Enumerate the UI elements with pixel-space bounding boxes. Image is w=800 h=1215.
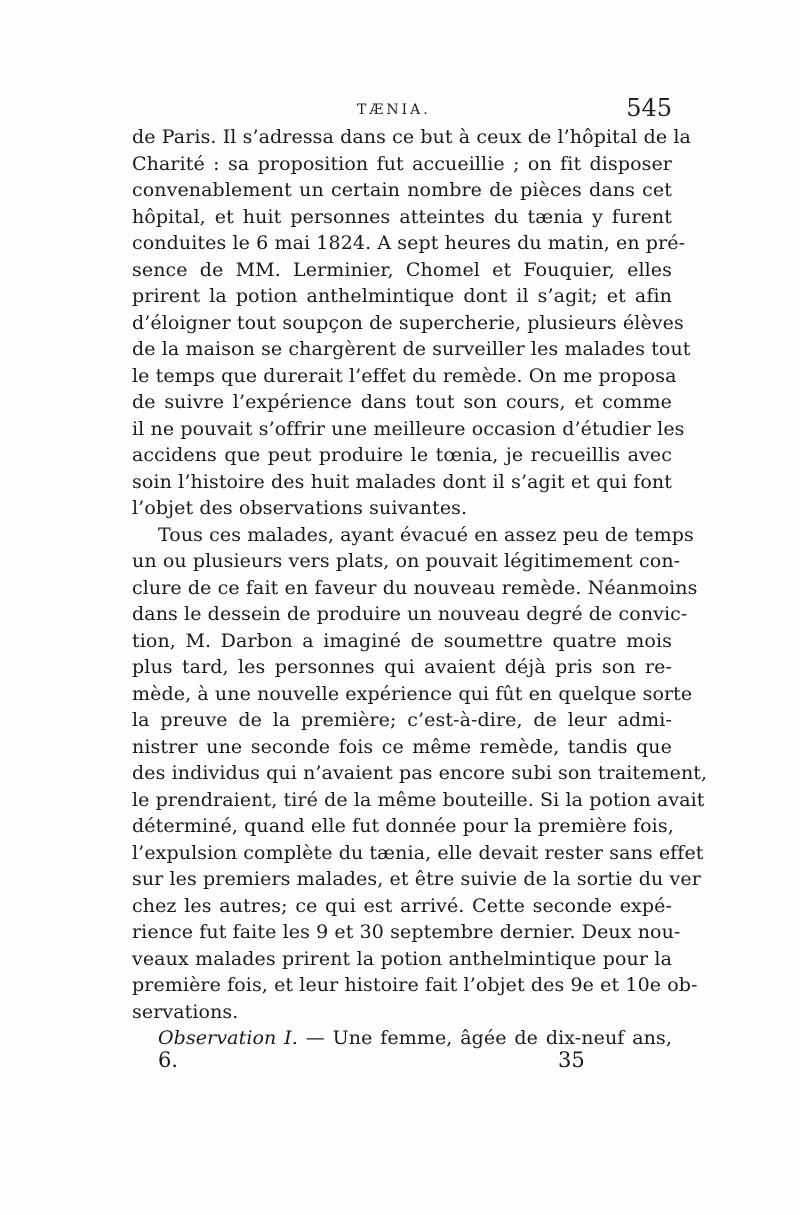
text-line: nistrer une seconde fois ce même remède, tandis que <box>132 735 672 758</box>
text-line: sur les premiers malades, et être suivie de la sortie du ver <box>132 868 701 890</box>
text-line: la preuve de la première; c’est-à-dire, de leur admi- <box>132 709 672 731</box>
observation-label: Observation I. <box>158 1027 298 1049</box>
text-line: l’expulsion complète du tænia, elle devait rester sans effet <box>132 841 704 864</box>
text-line: tion, M. Darbon a imaginé de soumettre quatre mois <box>132 629 672 652</box>
body-text <box>132 124 708 1052</box>
text-line: prirent la potion anthelmintique dont il s’agit; et afin <box>132 285 672 307</box>
text-line: servations. <box>132 1000 239 1023</box>
text-line: première fois, et leur histoire fait l’objet des 9e et 10e ob- <box>132 974 698 996</box>
text-line: veaux malades prirent la potion anthelmintique pour la <box>132 947 672 970</box>
text-line: rience fut faite les 9 et 30 septembre dernier. Deux nou- <box>132 921 681 943</box>
sheet-signature: 35 <box>558 1048 585 1072</box>
running-title: TÆNIA. <box>357 102 431 118</box>
text-line: déterminé, quand elle fut donnée pour la première fois, <box>132 815 674 837</box>
text-line: dans le dessein de produire un nouveau degré de convic- <box>132 603 688 625</box>
text-line: de Paris. Il s’adressa dans ce but à ceux de l’hôpital de la <box>132 126 691 148</box>
text-line: soin l’histoire des huit malades dont il s’agit et qui font <box>132 470 672 493</box>
text-line: conduites le 6 mai 1824. A sept heures du matin, en pré- <box>132 232 686 254</box>
text-line: l’objet des observations suivantes. <box>132 497 468 519</box>
text-line: Charité : sa proposition fut accueillie ; on fit disposer <box>132 152 672 175</box>
text-line: d’éloigner tout soupçon de supercherie, plusieurs élèves <box>132 311 684 334</box>
text-line: sence de MM. Lerminier, Chomel et Fouquier, elles <box>132 258 672 281</box>
observation-text: — Une femme, âgée de dix-neuf ans, <box>297 1027 672 1049</box>
text-line: Tous ces malades, ayant évacué en assez peu de temps <box>158 523 694 546</box>
text-line: mède, à une nouvelle expérience qui fût en quelque sorte <box>132 682 693 705</box>
text-line: convenablement un certain nombre de pièces dans cet <box>132 179 672 201</box>
page-number: 545 <box>626 94 672 122</box>
signature-row <box>150 1048 590 1076</box>
text-line: un ou plusieurs vers plats, on pouvait légitimement con- <box>132 550 681 572</box>
text-line: accidens que peut produire le tœnia, je recueillis avec <box>132 444 672 466</box>
text-line: il ne pouvait s’offrir une meilleure occasion d’étudier les <box>132 417 685 440</box>
text-line: de suivre l’expérience dans tout son cours, et comme <box>132 391 672 413</box>
text-line: des individus qui n’avaient pas encore subi son traitement, <box>132 762 708 784</box>
text-line: plus tard, les personnes qui avaient déjà pris son re- <box>132 656 672 678</box>
text-line: le temps que durerait l’effet du remède. On me proposa <box>132 364 677 387</box>
text-line: le prendraient, tiré de la même bouteille. Si la potion avait <box>132 788 705 811</box>
text-line: chez les autres; ce qui est arrivé. Cette seconde expé- <box>132 894 672 917</box>
text-line: hôpital, et huit personnes atteintes du tænia y furent <box>132 205 672 228</box>
volume-signature: 6. <box>158 1048 179 1072</box>
text-line: de la maison se chargèrent de surveiller les malades tout <box>132 338 691 360</box>
text-line: clure de ce fait en faveur du nouveau remède. Néanmoins <box>132 576 698 599</box>
